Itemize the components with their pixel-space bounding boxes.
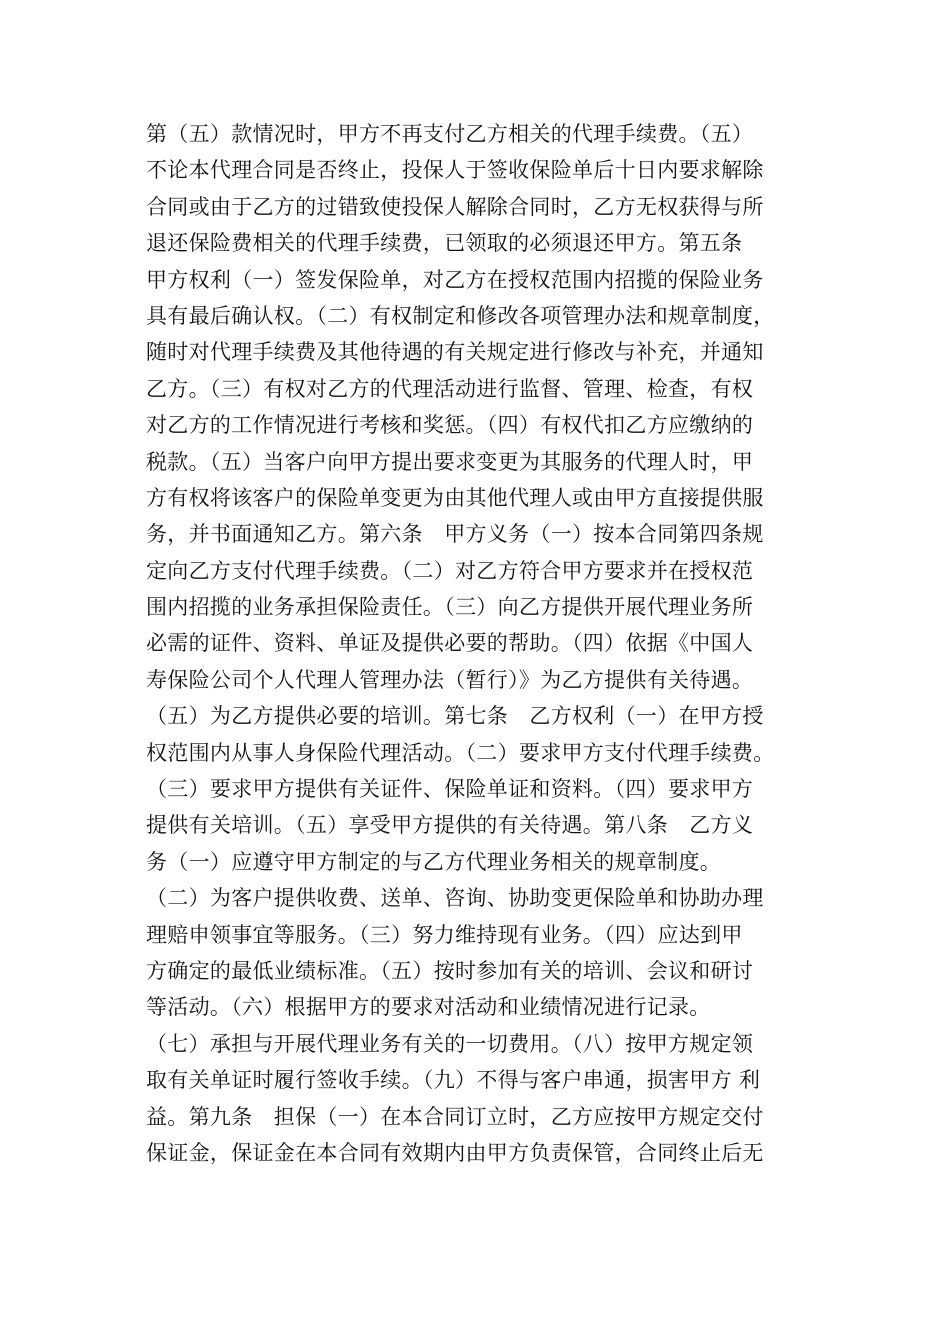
text-line: （七）承担与开展代理业务有关的一切费用。（八）按甲方规定领 [146,1031,754,1056]
text-line: 不论本代理合同是否终止，投保人于签收保险单后十日内要求解除 [146,158,764,183]
text-line: 必需的证件、资料、单证及提供必要的帮助。（四）依据《中国人 [146,631,754,656]
text-line: （二）为客户提供收费、送单、咨询、协助变更保险单和协助办理 [146,886,764,911]
text-line: 退还保险费相关的代理手续费，已领取的必须退还甲方。第五条 [146,231,743,256]
text-line: 务（一）应遵守甲方制定的与乙方代理业务相关的规章制度。 [146,849,722,874]
text-line: 方有权将该客户的保险单变更为由其他代理人或由甲方直接提供服 [146,485,764,510]
text-line: （五）为乙方提供必要的培训。第七条 乙方权利（一）在甲方授 [146,704,764,729]
text-line: 益。第九条 担保（一）在本合同订立时，乙方应按甲方规定交付 [146,1104,764,1129]
text-line: 方确定的最低业绩标准。（五）按时参加有关的培训、会议和研讨 [146,958,754,983]
text-line: 随时对代理手续费及其他待遇的有关规定进行修改与补充，并通知 [146,340,764,365]
text-line: （三）要求甲方提供有关证件、保险单证和资料。（四）要求甲方 [146,777,754,802]
text-line: 第（五）款情况时，甲方不再支付乙方相关的代理手续费。（五） [146,122,754,146]
body-text [146,116,816,1171]
text-line: 取有关单证时履行签收手续。（九）不得与客户串通，损害甲方 利 [146,1068,761,1093]
text-line: 定向乙方支付代理手续费。（二）对乙方符合甲方要求并在授权范 [146,558,754,583]
text-line: 甲方权利（一）签发保险单，对乙方在授权范围内招揽的保险业务 [146,267,764,292]
text-line: 提供有关培训。（五）享受甲方提供的有关待遇。第八条 乙方义 [146,813,754,838]
text-line: 具有最后确认权。（二）有权制定和修改各项管理办法和规章制度， [146,303,775,328]
text-line: 寿保险公司个人代理人管理办法（暂行）》为乙方提供有关待遇。 [146,667,754,692]
text-line: 税款。（五）当客户向甲方提出要求变更为其服务的代理人时，甲 [146,449,754,474]
text-line: 理赔申领事宜等服务。（三）努力维持现有业务。（四）应达到甲 [146,922,743,947]
text-line: 务，并书面通知乙方。第六条 甲方义务（一）按本合同第四条规 [146,522,764,547]
text-line: 对乙方的工作情况进行考核和奖惩。（四）有权代扣乙方应缴纳的 [146,413,754,438]
text-line: 乙方。（三）有权对乙方的代理活动进行监督、管理、检查，有权 [146,376,754,401]
text-line: 权范围内从事人身保险代理活动。（二）要求甲方支付代理手续费。 [146,740,775,765]
text-line: 保证金，保证金在本合同有效期内由甲方负责保管，合同终止后无 [146,1140,764,1165]
text-line: 等活动。（六）根据甲方的要求对活动和业绩情况进行记录。 [146,995,711,1020]
text-line: 合同或由于乙方的过错致使投保人解除合同时，乙方无权获得与所 [146,194,764,219]
text-line: 围内招揽的业务承担保险责任。（三）向乙方提供开展代理业务所 [146,595,754,620]
